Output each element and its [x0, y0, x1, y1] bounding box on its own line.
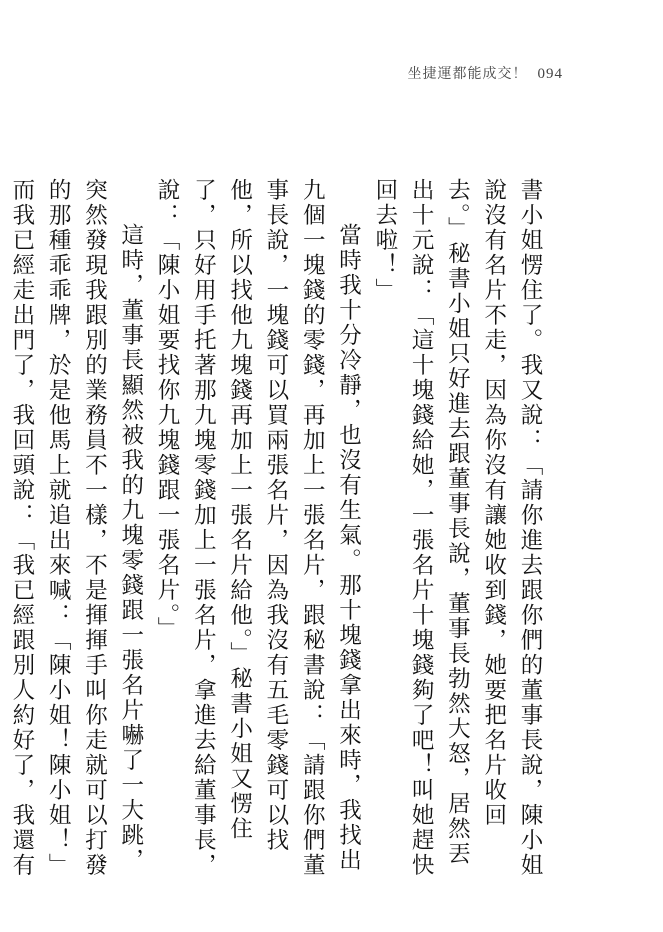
book-title: 坐捷運都能成交！	[407, 66, 528, 82]
vertical-body-text	[8, 178, 548, 878]
running-header	[408, 63, 564, 83]
paragraph-2: 當時我十分冷靜，也沒有生氣。那十塊錢拿出來時，我找出九個一塊錢的零錢，再加上一張名片，跟秘書說：「請跟你們董事長說，一塊錢可以買兩張名片，因為我沒有五毛零錢可以找他，所以找他九塊錢再加上一張名片給他。」秘書小姐又愣住了，只好用手托著那九塊零錢加上一張名片，拿進去給董事長，說：「陳小姐要找你九塊錢跟一張名片。」	[154, 178, 362, 878]
page-number: 094	[537, 66, 563, 82]
paragraph-3: 這時，董事長顯然被我的九塊零錢跟一張名片嚇了一大跳，突然發現我跟別的業務員不一樣，不是揮揮手叫你走就可以打發的那種乖乖牌，於是他馬上就追出來喊：「陳小姐！陳小姐！」而我已經走出門了，我回頭說：「我已經跟別人約好了，我還有	[8, 178, 144, 878]
paragraph-1: 書小姐愣住了。我又說：「請你進去跟你們的董事長說，陳小姐說沒有名片不走，因為你沒有讓她收到錢，她要把名片收回去。」秘書小姐只好進去跟董事長說，董事長勃然大怒，居然丟出十元說：「這十塊錢給她，一張名片十塊錢夠了吧！叫她趕快回去啦！」	[371, 178, 543, 878]
